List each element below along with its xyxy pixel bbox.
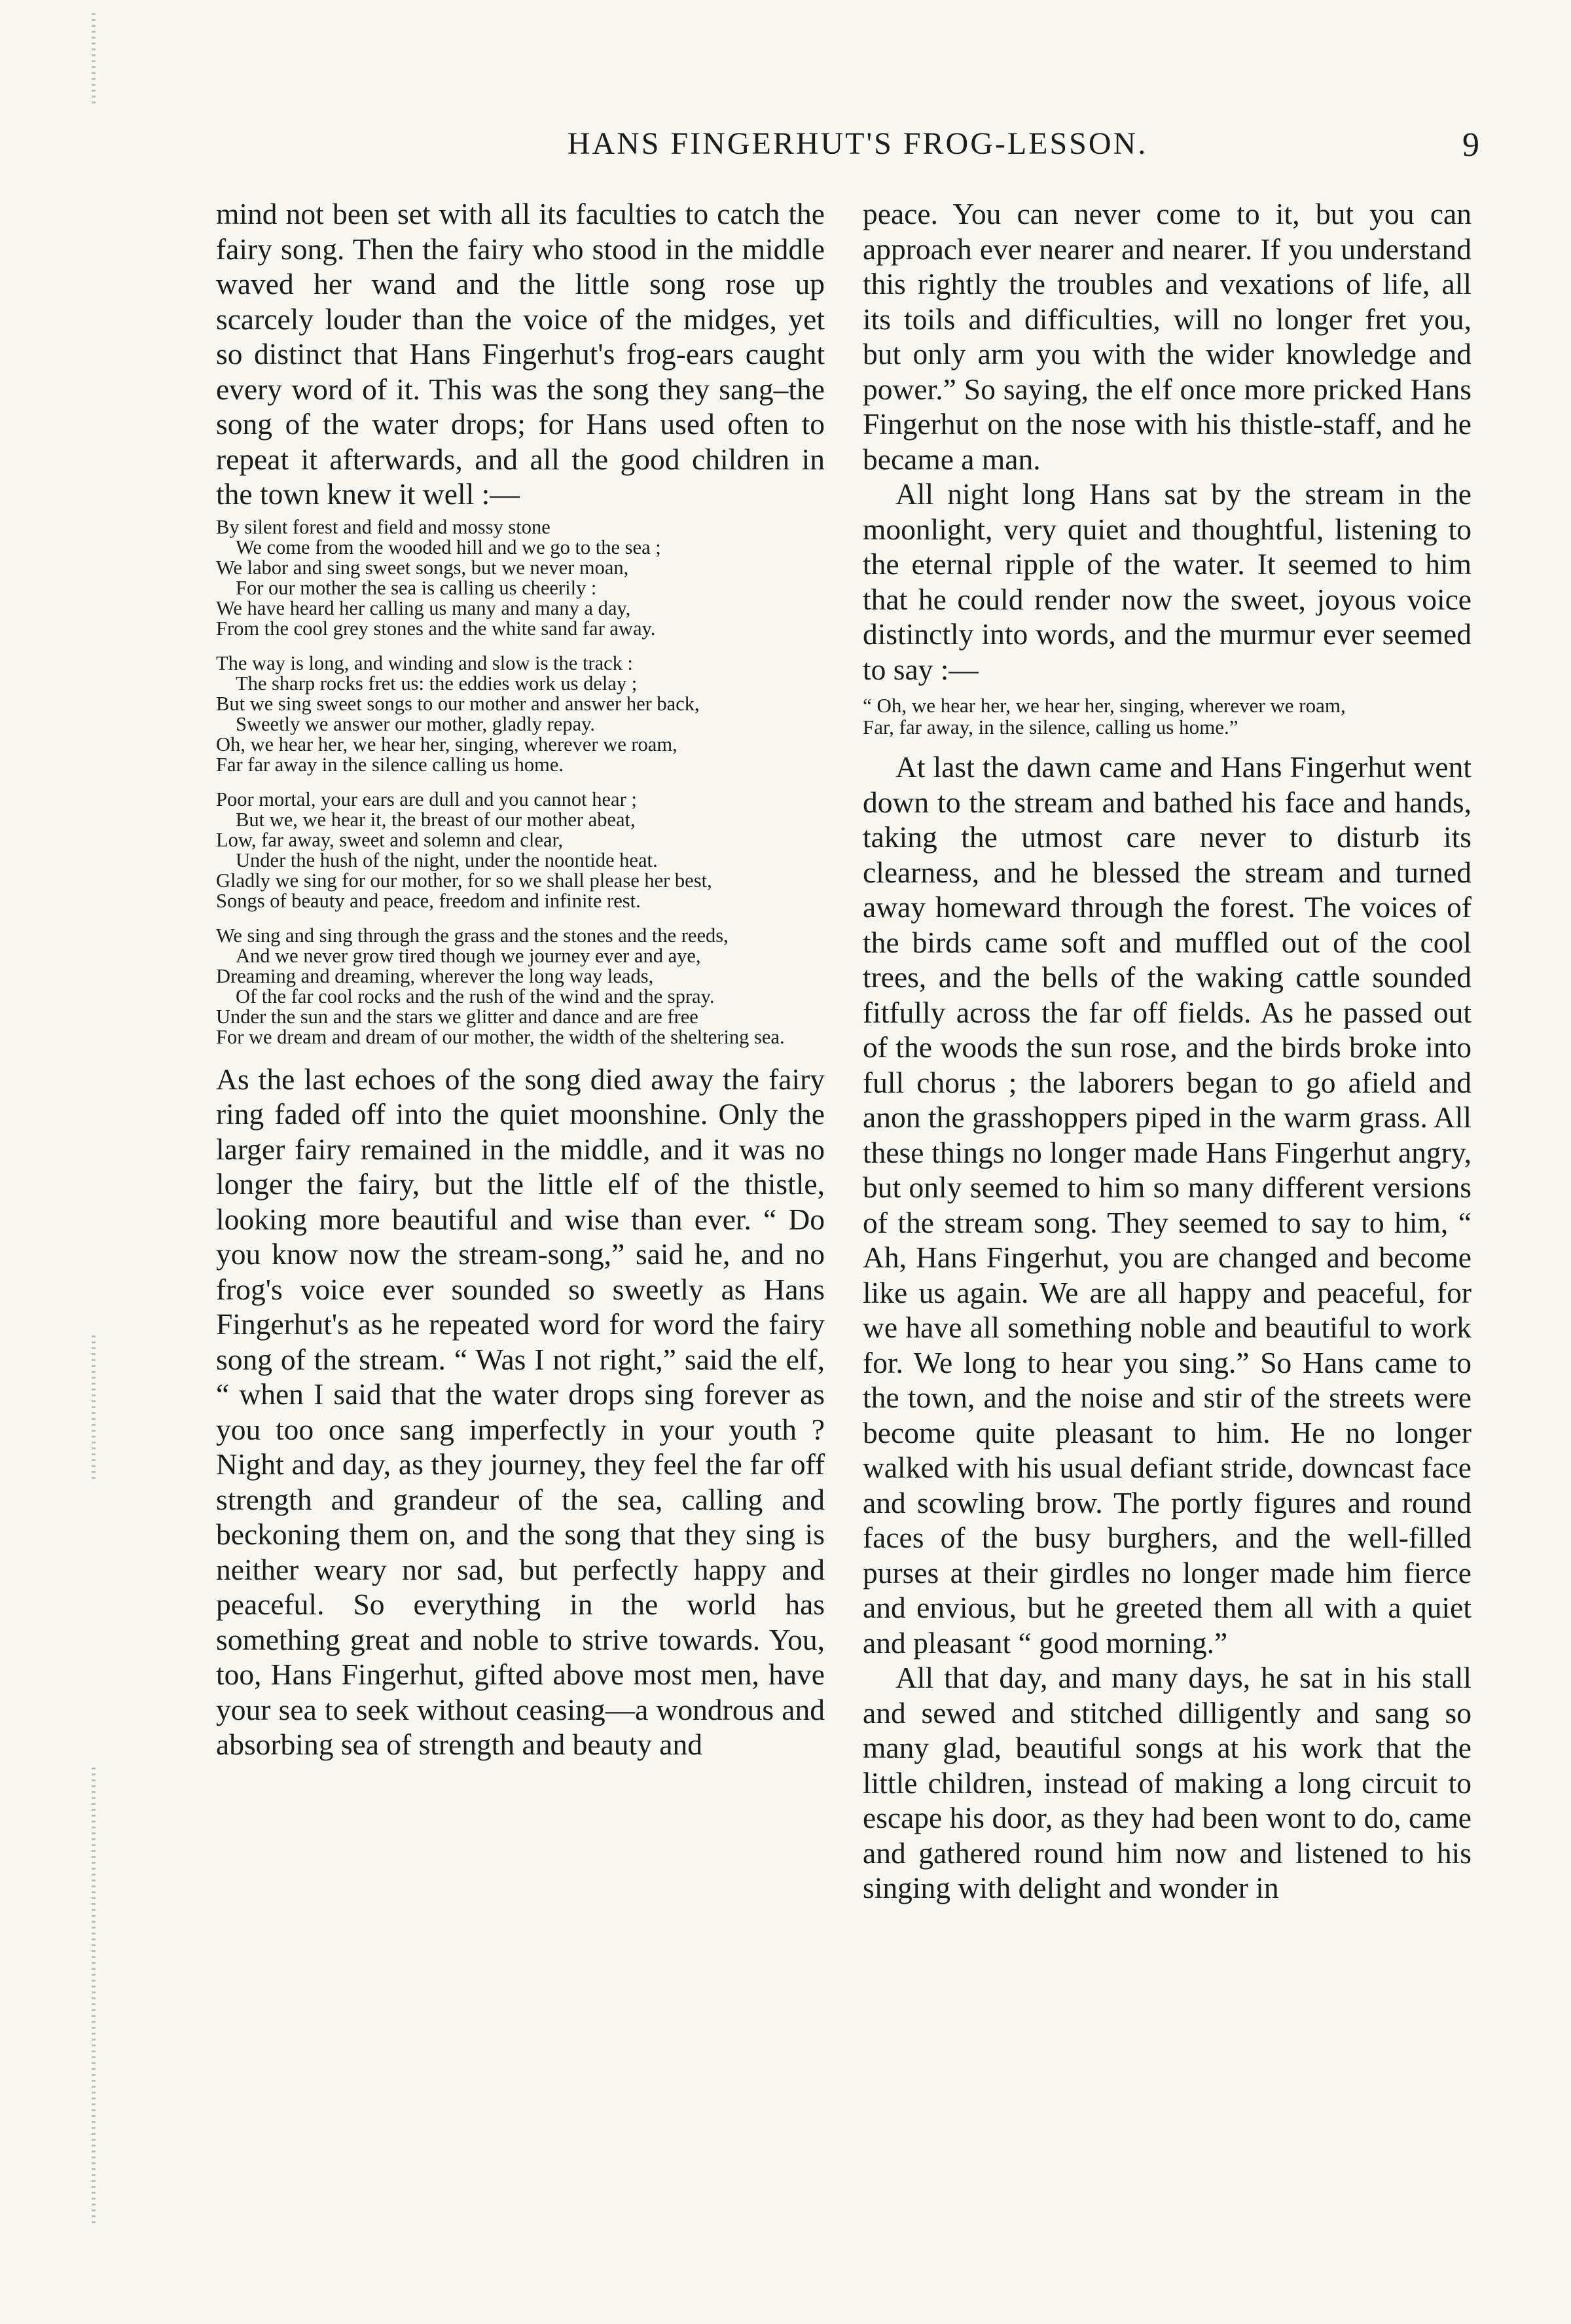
paragraph: peace. You can never come to it, but you can approach ever nearer and nearer. If you understand this rightly the troubles and vexations of life, all its toils and difficulties, will no longer fret you, but only arm you with the wider knowledge and power.” So saying, the elf once more pricked Hans Fingerhut on the nose with his thistle-staff, and he became a man. xyxy=(863,197,1472,476)
verse-line: Gladly we sing for our mother, for so we shall please her best, xyxy=(216,869,712,892)
verse-line: The sharp rocks fret us: the eddies work us delay ; xyxy=(236,672,638,695)
verse-line: For we dream and dream of our mother, the width of the sheltering sea. xyxy=(216,1025,785,1048)
paragraph: At last the dawn came and Hans Fingerhut went down to the stream and bathed his face and hands, taking the utmost care never to disturb its clearness, and he blessed the stream and turned away homeward through the forest. The voices of the birds came soft and muffled out of the cool trees, and the bells of the waking cattle sounded fitfully across the far off fields. As he passed out of the woods the sun rose, and the birds broke into full chorus ; the laborers began to go afield and anon the grasshoppers piped in the warm grass. All these things no longer made Hans Fingerhut angry, but only seemed to him so many different versions of the stream song. They seemed to say to him, “ Ah, Hans Fingerhut, you are changed and become like us again. We are all happy and peaceful, for we have all something noble and beautiful to work for. We long to hear you sing.” So Hans came to the town, and the noise and stir of the streets were become quite pleasant to him. He no longer walked with his usual defiant stride, downcast face and scowling brow. The portly figures and round faces of the busy burghers, and the well-filled purses at their girdles no longer made him fierce and envious, but he greeted them all with a quiet and pleasant “ good morning.” xyxy=(863,750,1472,1660)
stream-verse xyxy=(863,695,1472,738)
running-title: HANS FINGERHUT'S FROG-LESSON. xyxy=(567,126,1148,161)
verse-line: From the cool grey stones and the white sand far away. xyxy=(216,617,656,640)
verse-line: Poor mortal, your ears are dull and you cannot hear ; xyxy=(216,788,637,810)
scan-edge-marks xyxy=(92,1768,96,2226)
verse-line: Under the sun and the stars we glitter and dance and are free xyxy=(216,1005,698,1028)
verse-line: By silent forest and field and mossy stone xyxy=(216,515,551,538)
verse-line: Oh, we hear her, we hear her, singing, wherever we roam, xyxy=(216,733,677,755)
verse-line: But we, we hear it, the breast of our mother abeat, xyxy=(236,808,636,831)
verse-line: The way is long, and winding and slow is the track : xyxy=(216,651,634,674)
verse-line: “ Oh, we hear her, we hear her, singing, wherever we roam, xyxy=(863,694,1346,717)
water-drop-poem xyxy=(216,517,825,1047)
paragraph: All night long Hans sat by the stream in the moonlight, very quiet and thoughtful, listening to the eternal ripple of the water. It seemed to him that he could render now the sweet, joyous voice distinctly into words, and the murmur ever seemed to say :— xyxy=(863,477,1472,686)
verse-line: But we sing sweet songs to our mother and answer her back, xyxy=(216,692,700,715)
paragraph: As the last echoes of the song died away the fairy ring faded off into the quiet moonshine. Only the larger fairy remained in the middle, and it was no longer the fairy, but the little elf of the thistle, looking more beautiful and wise than ever. “ Do you know now the stream-song,” said he, and no frog's voice ever sounded so sweetly as Hans Fingerhut's as he repeated word for word the fairy song of the stream. “ Was I not right,” said the elf, “ when I said that the water drops sing forever as you too once sang imperfectly in your youth ? Night and day, as they journey, they feel the far off strength and grandeur of the sea, calling and beckoning them on, and the song that they sing is neither weary nor sad, but perfectly happy and peaceful. So everything in the world has something great and noble to strive towards. You, too, Hans Fingerhut, gifted above most men, have your sea to seek without ceasing—a wondrous and absorbing sea of strength and beauty and xyxy=(216,1062,825,1761)
verse-line: We labor and sing sweet songs, but we never moan, xyxy=(216,556,629,579)
poem-stanza xyxy=(216,926,825,1047)
poem-stanza xyxy=(216,517,825,639)
paragraph: All that day, and many days, he sat in his stall and sewed and stitched dilligently and sang so many glad, beautiful songs at his work that the little children, instead of making a long circuit to escape his door, as they had been wont to do, came and gathered round him now and listened to his singing with delight and wonder in xyxy=(863,1661,1472,1904)
page-number: 9 xyxy=(1462,126,1479,164)
verse-line: We come from the wooded hill and we go to the sea ; xyxy=(236,536,661,558)
verse-line: For our mother the sea is calling us cheerily : xyxy=(236,576,597,599)
verse-line: Songs of beauty and peace, freedom and infinite rest. xyxy=(216,889,641,912)
right-column xyxy=(863,196,1472,1906)
paragraph: mind not been set with all its faculties to catch the fairy song. Then the fairy who stood in the middle waved her wand and the little song rose up scarcely louder than the voice of the midges, yet so distinct that Hans Fingerhut's frog-ears caught every word of it. This was the song they sang–the song of the water drops; for Hans used often to repeat it afterwards, and all the good children in the town knew it well :— xyxy=(216,197,825,511)
verse-line: Under the hush of the night, under the noontide heat. xyxy=(236,848,658,871)
verse-line: Dreaming and dreaming, wherever the long way leads, xyxy=(216,964,654,987)
poem-stanza xyxy=(216,790,825,911)
poem-stanza xyxy=(216,653,825,775)
scan-edge-marks xyxy=(92,13,96,105)
verse-line: Sweetly we answer our mother, gladly repay. xyxy=(236,712,596,735)
verse-line: We sing and sing through the grass and the stones and the reeds, xyxy=(216,924,729,947)
verse-line: Of the far cool rocks and the rush of the wind and the spray. xyxy=(236,985,715,1008)
verse-line: Far, far away, in the silence, calling us home.” xyxy=(863,716,1238,738)
verse-line: And we never grow tired though we journey ever and aye, xyxy=(236,944,701,967)
left-column xyxy=(216,196,825,1762)
verse-line: Low, far away, sweet and solemn and clear, xyxy=(216,828,564,851)
scan-edge-marks xyxy=(92,1335,96,1480)
page-header xyxy=(216,126,1499,178)
verse-line: We have heard her calling us many and many a day, xyxy=(216,596,631,619)
verse-line: Far far away in the silence calling us home. xyxy=(216,753,564,776)
